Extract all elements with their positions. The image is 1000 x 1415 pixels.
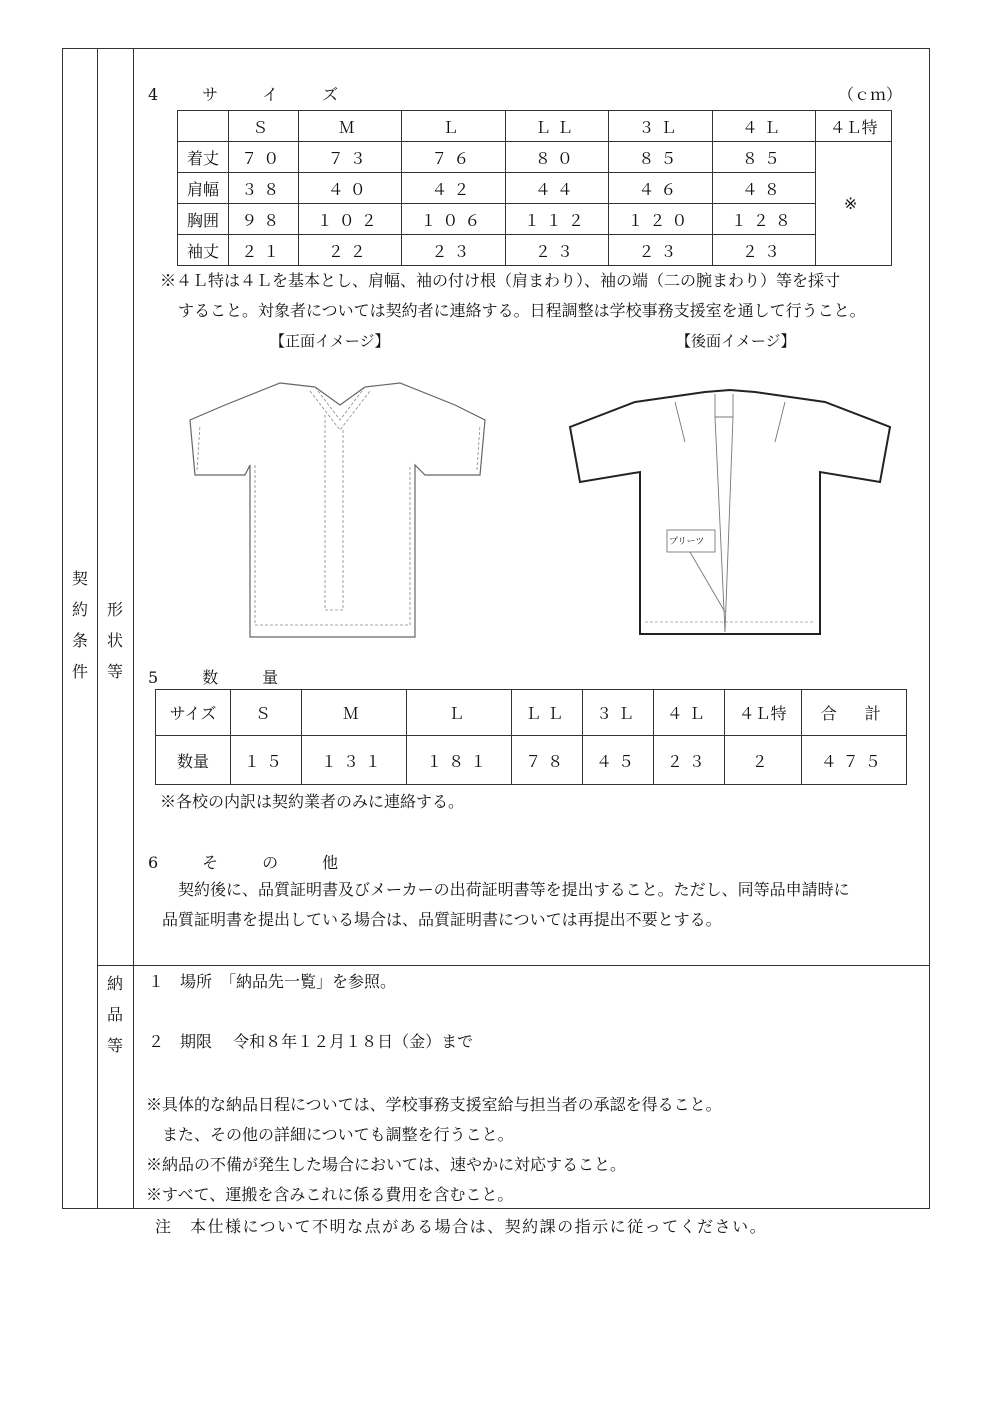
size-table-cell: ２２ <box>298 235 402 266</box>
unit-label: （ｃｍ） <box>838 85 903 104</box>
quantity-table-header-cell: ＬＬ <box>512 690 583 736</box>
footer-note: 注 本仕様について不明な点がある場合は、契約課の指示に従ってください。 <box>155 1217 768 1236</box>
quantity-table-header-cell: Ｓ <box>231 690 302 736</box>
quantity-table <box>155 689 907 785</box>
delivery-deadline: ２ 期限 令和８年１２月１８日（金）まで <box>148 1032 474 1051</box>
size-table-cell: ３８ <box>229 173 299 204</box>
size-table-cell: ７６ <box>402 142 506 173</box>
divider-col2 <box>133 48 134 1209</box>
size-table-row-label: 袖丈 <box>178 235 229 266</box>
size-table-header-cell: Ｌ <box>402 111 506 142</box>
size-table-special-cell: ※ <box>816 142 892 266</box>
delivery-place: １ 場所 「納品先一覧」を参照。 <box>148 972 397 991</box>
size-table-cell: １２０ <box>609 204 713 235</box>
shape-char: 形 <box>106 600 123 619</box>
quantity-table-cell: １３１ <box>301 736 406 785</box>
quantity-table-cell: ４７５ <box>801 736 906 785</box>
size-table-cell: ４６ <box>609 173 713 204</box>
quantity-note: ※各校の内訳は契約業者のみに連絡する。 <box>160 792 465 811</box>
delivery-note-4: ※すべて、運搬を含みこれに係る費用を含むこと。 <box>146 1185 514 1204</box>
quantity-table-header-cell: ３Ｌ <box>583 690 654 736</box>
quantity-heading: 5 数 量 <box>148 668 293 687</box>
size-table-cell: ２３ <box>505 235 609 266</box>
size-heading: 4 サ イ ズ <box>148 85 353 104</box>
quantity-table-header-cell: ４Ｌ <box>653 690 724 736</box>
quantity-table-header-cell: ４Ｌ特 <box>724 690 801 736</box>
size-note-2: すること。対象者については契約者に連絡する。日程調整は学校事務支援室を通して行うこと。 <box>178 301 866 320</box>
contract-conditions-char: 件 <box>71 662 88 681</box>
size-table-header-cell: ４Ｌ特 <box>816 111 892 142</box>
size-table-cell: ７３ <box>298 142 402 173</box>
size-table-cell: ２１ <box>229 235 299 266</box>
other-text-1: 契約後に、品質証明書及びメーカーの出荷証明書等を提出すること。ただし、同等品申請時に <box>162 880 850 899</box>
size-table-cell: ４８ <box>712 173 816 204</box>
delivery-label <box>98 968 132 1061</box>
quantity-table-row-label: 数量 <box>156 736 231 785</box>
quantity-table-cell: ４５ <box>583 736 654 785</box>
shape-char: 等 <box>106 662 123 681</box>
pleat-label: プリーツ <box>669 537 705 547</box>
quantity-table-header-cell: Ｍ <box>301 690 406 736</box>
delivery-char: 品 <box>106 1005 123 1024</box>
size-table-cell: １１２ <box>505 204 609 235</box>
size-table-row-label: 胸囲 <box>178 204 229 235</box>
size-table-cell: １２８ <box>712 204 816 235</box>
size-table-cell: ２３ <box>609 235 713 266</box>
contract-conditions-label <box>63 563 97 687</box>
back-garment-illustration <box>565 382 895 642</box>
size-table-cell: ２３ <box>402 235 506 266</box>
quantity-table-header-cell: 合 計 <box>801 690 906 736</box>
quantity-table-header-cell: Ｌ <box>407 690 512 736</box>
divider-row <box>97 965 930 966</box>
size-table-header-cell: Ｓ <box>229 111 299 142</box>
table-row <box>178 142 892 173</box>
contract-conditions-char: 契 <box>71 569 88 588</box>
size-table-row-label: 着丈 <box>178 142 229 173</box>
quantity-table-cell: １５ <box>231 736 302 785</box>
size-table-header-cell: ＬＬ <box>505 111 609 142</box>
size-table-cell: ９８ <box>229 204 299 235</box>
quantity-table-cell: ７８ <box>512 736 583 785</box>
delivery-char: 等 <box>106 1036 123 1055</box>
size-table-cell: ８５ <box>609 142 713 173</box>
size-table-header-cell: ４Ｌ <box>712 111 816 142</box>
size-table-row-label: 肩幅 <box>178 173 229 204</box>
delivery-note-3: ※納品の不備が発生した場合においては、速やかに対応すること。 <box>146 1155 627 1174</box>
delivery-note-1: ※具体的な納品日程については、学校事務支援室給与担当者の承認を得ること。 <box>146 1095 722 1114</box>
quantity-table-cell: ２３ <box>653 736 724 785</box>
shape-char: 状 <box>106 631 123 650</box>
size-table-cell: １０２ <box>298 204 402 235</box>
shape-label <box>98 594 132 687</box>
contract-conditions-char: 約 <box>71 600 88 619</box>
other-text-2: 品質証明書を提出している場合は、品質証明書については再提出不要とする。 <box>162 910 722 929</box>
delivery-note-2: また、その他の詳細についても調整を行うこと。 <box>146 1125 514 1144</box>
delivery-char: 納 <box>106 974 123 993</box>
size-table-cell: ８０ <box>505 142 609 173</box>
quantity-table-cell: １８１ <box>407 736 512 785</box>
table-row <box>178 204 892 235</box>
contract-conditions-char: 条 <box>71 631 88 650</box>
quantity-table-header-row <box>156 690 907 736</box>
table-row <box>178 173 892 204</box>
size-table-header-cell: Ｍ <box>298 111 402 142</box>
size-table <box>177 110 892 266</box>
quantity-table-header-cell: サイズ <box>156 690 231 736</box>
table-row <box>178 235 892 266</box>
size-table-header-cell <box>178 111 229 142</box>
other-heading: 6 そ の 他 <box>148 853 353 872</box>
quantity-table-cell: ２ <box>724 736 801 785</box>
size-table-header-row <box>178 111 892 142</box>
size-table-cell: ４４ <box>505 173 609 204</box>
back-caption: 【後面イメージ】 <box>676 332 796 350</box>
table-row <box>156 736 907 785</box>
size-table-cell: ４２ <box>402 173 506 204</box>
size-table-cell: ７０ <box>229 142 299 173</box>
size-note-1: ※４Ｌ特は４Ｌを基本とし、肩幅、袖の付け根（肩まわり）、袖の端（二の腕まわり）等を採寸 <box>160 271 841 290</box>
size-table-header-cell: ３Ｌ <box>609 111 713 142</box>
front-garment-illustration <box>185 375 495 645</box>
size-table-cell: ８５ <box>712 142 816 173</box>
size-table-cell: １０６ <box>402 204 506 235</box>
size-table-cell: ２３ <box>712 235 816 266</box>
size-table-cell: ４０ <box>298 173 402 204</box>
front-caption: 【正面イメージ】 <box>270 332 390 350</box>
